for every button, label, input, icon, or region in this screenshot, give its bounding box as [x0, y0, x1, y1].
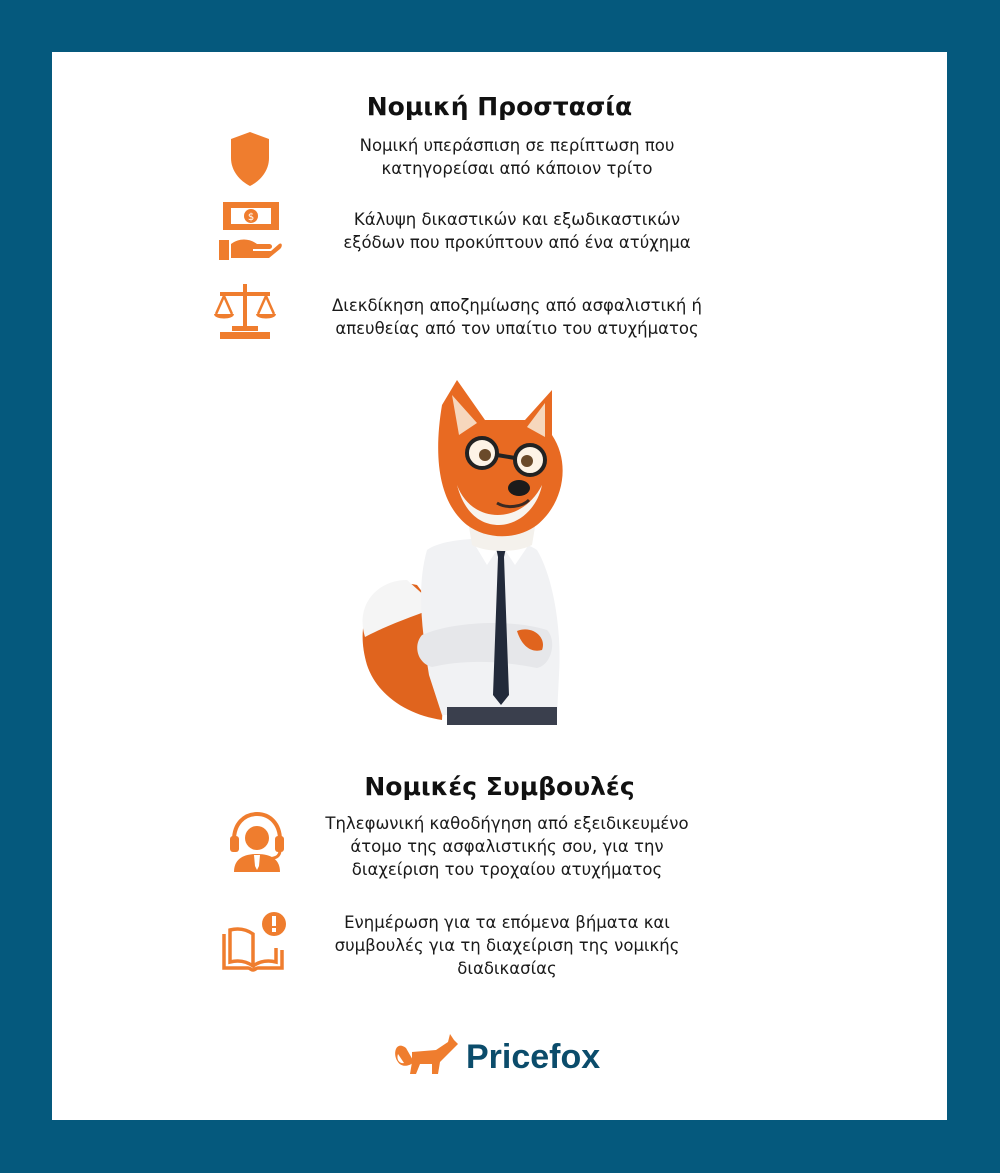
list-item-text: Διεκδίκηση αποζημίωσης από ασφαλιστική ή απευθείας από τον υπαίτιο του ατυχήματος	[331, 296, 703, 338]
book-alert-icon	[220, 910, 286, 976]
brand-name: Pricefox	[466, 1038, 601, 1076]
infographic-card	[52, 52, 947, 1120]
list-item	[52, 124, 947, 204]
list-item	[52, 200, 947, 280]
list-item	[52, 280, 947, 360]
shield-icon	[217, 126, 283, 192]
list-item-text: Κάλυψη δικαστικών και εξωδικαστικών εξόδων που προκύπτουν από ένα ατύχημα	[343, 210, 691, 252]
list-item	[52, 804, 947, 884]
list-item-text: Τηλεφωνική καθοδήγηση από εξειδικευμένο άτομο της ασφαλιστικής σου, για την διαχείριση του τροχαίου ατυχήματος	[325, 814, 689, 879]
pricefox-logo	[392, 1030, 622, 1082]
fox-mascot	[347, 375, 617, 725]
fox-logo-icon	[392, 1030, 458, 1080]
legal-advice-heading: Νομικές Συμβουλές	[364, 772, 635, 801]
list-item-text: Ενημέρωση για τα επόμενα βήματα και συμβουλές για τη διαχείριση της νομικής διαδικασίας	[334, 913, 680, 978]
headset-agent-icon	[224, 808, 290, 874]
money-hand-icon	[217, 200, 283, 266]
scales-icon	[212, 280, 278, 346]
svg-text:$: $	[247, 212, 255, 223]
list-item-text: Νομική υπεράσπιση σε περίπτωση που κατηγορείσαι από κάποιον τρίτο	[359, 136, 675, 178]
legal-protection-heading: Νομική Προστασία	[366, 92, 633, 121]
list-item	[52, 907, 947, 987]
